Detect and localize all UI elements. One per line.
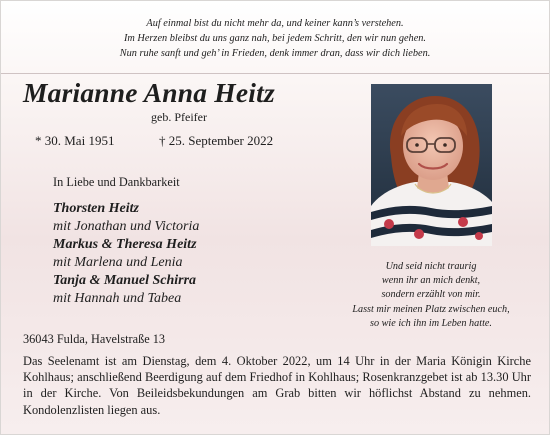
- verse-line: so wie ich ihn im Leben hatte.: [370, 317, 492, 329]
- verse-line: Lasst mir meinen Platz zwischen euch,: [352, 303, 510, 315]
- mourner-line: mit Hannah und Tabea: [53, 291, 182, 306]
- verse: [331, 260, 531, 331]
- portrait-photo: [371, 84, 492, 246]
- poem: [1, 16, 549, 61]
- verse-line: wenn ihr an mich denkt,: [381, 275, 481, 287]
- mourner-line: Thorsten Heitz: [53, 201, 139, 216]
- maiden-name: geb. Pfeifer: [151, 110, 207, 124]
- mourners-list: [53, 200, 199, 308]
- verse-line: Und seid nicht traurig: [385, 261, 477, 272]
- verse-line: sondern erzählt von mir.: [381, 289, 481, 301]
- deceased-name: Marianne Anna Heitz: [23, 77, 275, 108]
- birth-date: * 30. Mai 1951: [35, 133, 115, 148]
- death-date: † 25. September 2022: [159, 133, 274, 148]
- poem-line: Im Herzen bleibst du uns ganz nah, bei jedem Schritt, den wir nun gehen.: [123, 33, 426, 44]
- intro-text: In Liebe und Dankbarkeit: [53, 175, 180, 189]
- funeral-notice: Das Seelenamt ist am Dienstag, dem 4. Oktober 2022, um 14 Uhr in der Maria Königin Kirche Kohlhaus; anschließend Beerdigung auf dem Friedhof in Kohlhaus; Rosenkranzgebet ist ab 13.30 Uhr in der Kirche. Von Beileidsbekundungen am Grab bitten wir höflichst Abstand zu nehmen. Kondolenzlisten liegen aus.: [23, 354, 531, 417]
- divider: [1, 73, 549, 74]
- poem-line: Nun ruhe sanft und geh’ in Frieden, denk immer dran, dass wir dich lieben.: [119, 48, 431, 59]
- poem-line: Auf einmal bist du nicht mehr da, und keiner kann’s verstehen.: [146, 18, 404, 29]
- address: 36043 Fulda, Havelstraße 13: [23, 332, 166, 346]
- mourner-line: mit Marlena und Lenia: [53, 255, 183, 270]
- mourner-line: Markus & Theresa Heitz: [53, 237, 197, 252]
- mourner-line: Tanja & Manuel Schirra: [53, 273, 197, 288]
- mourner-line: mit Jonathan und Victoria: [53, 219, 200, 234]
